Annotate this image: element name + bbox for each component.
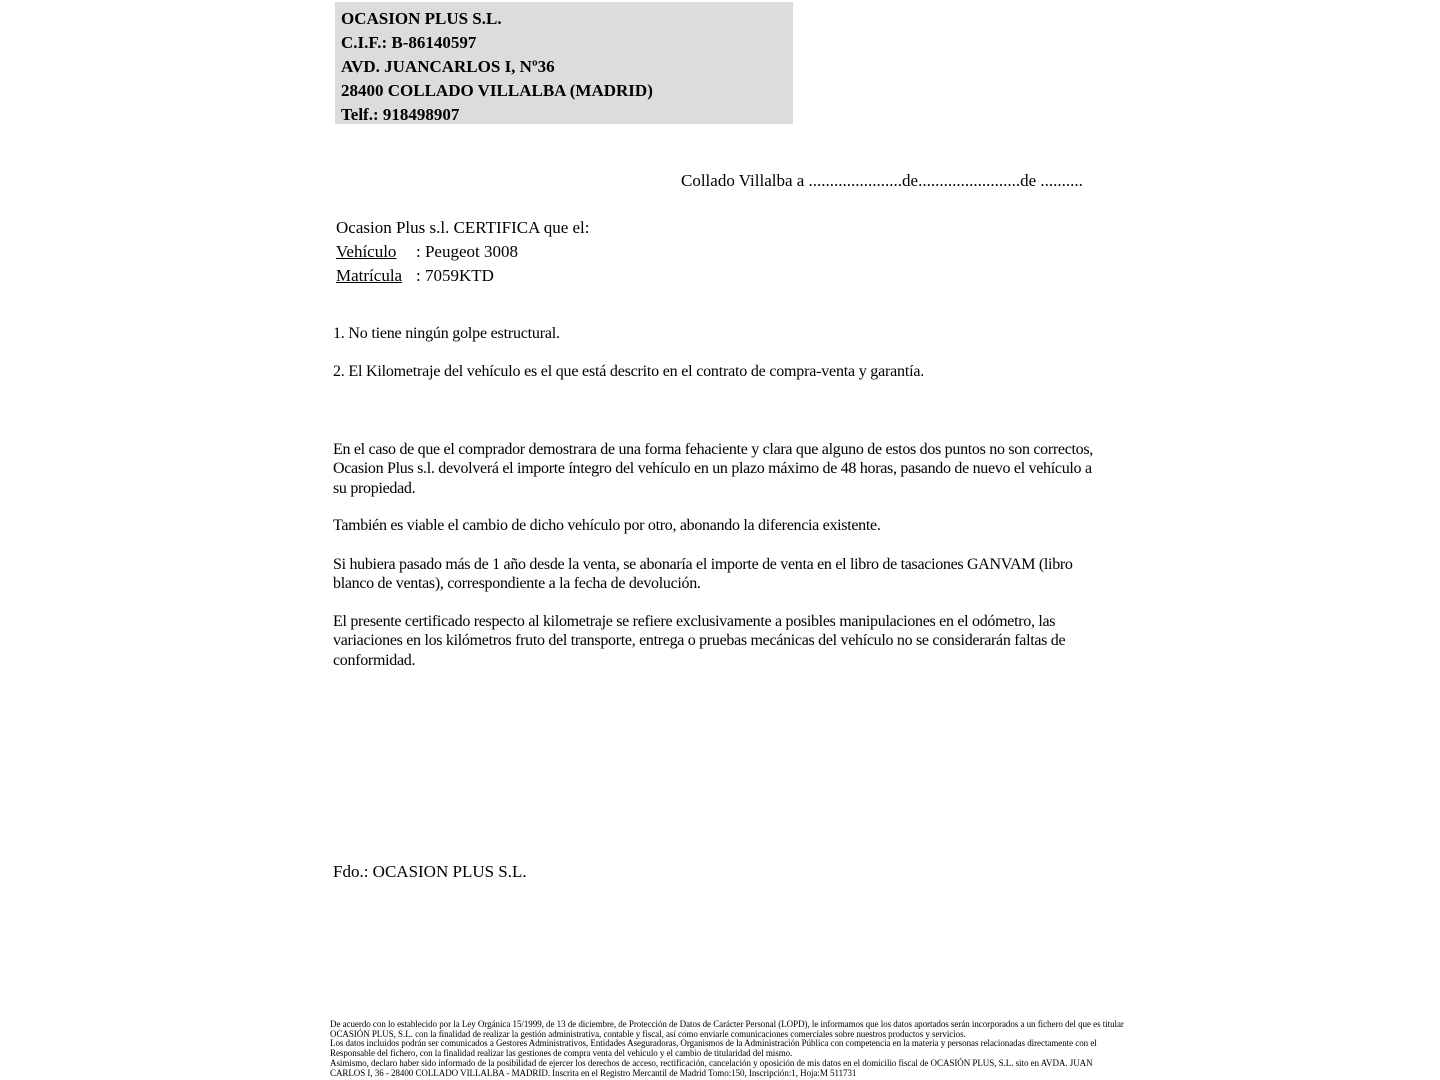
plate-row bbox=[336, 264, 590, 288]
company-address: AVD. JUANCARLOS I, Nº36 bbox=[341, 57, 555, 76]
legal-line: OCASIÓN PLUS, S.L. con la finalidad de realizar la gestión administrativa, contable y fiscal, así como enviarle comunicaciones comerciales sobre nuestros productos y servicios. bbox=[330, 1028, 966, 1039]
certifica-intro: Ocasion Plus s.l. CERTIFICA que el: bbox=[336, 218, 590, 237]
company-name: OCASION PLUS S.L. bbox=[341, 9, 502, 28]
legal-line: Asimismo, declaro haber sido informado de la posibilidad de ejercer los derechos de acceso, rectificación, cancelación y oposición de mis datos en el domicilio fiscal de OCASIÓN PLUS, S.L. sito en AVDA. JUAN bbox=[330, 1057, 1093, 1068]
company-phone: Telf.: 918498907 bbox=[341, 105, 460, 124]
legal-line: Los datos incluidos podrán ser comunicados a Gestores Administrativos, Entidades Aseguradoras, Organismos de la Administración Pública con competencia en la materia y personas relacionadas directamente con el bbox=[330, 1038, 1097, 1049]
certified-point-1: 1. No tiene ningún golpe estructural. bbox=[333, 325, 560, 342]
ganvam-paragraph: Si hubiera pasado más de 1 año desde la venta, se abonaría el importe de venta en el libro de tasaciones GANVAM (libro blanco de ventas), correspondiente a la fecha de devolución. bbox=[333, 556, 1073, 593]
legal-line: CARLOS I, 36 - 28400 COLLADO VILLALBA - MADRID. Inscrita en el Registro Mercantil de Madrid Tomo:150, Inscripción:1, Hoja:M 511731 bbox=[330, 1067, 857, 1078]
signature-line: Fdo.: OCASION PLUS S.L. bbox=[333, 862, 527, 881]
legal-line: Responsable del fichero, con la finalidad realizar las gestiones de compra venta del vehículo y el cambio de titularidad del mismo. bbox=[330, 1048, 793, 1059]
refund-paragraph: En el caso de que el comprador demostrara de una forma fehaciente y clara que alguno de estos dos puntos no son correctos, Ocasion Plus s.l. devolverá el importe íntegro del vehículo en un plazo máximo de 48 horas, pasando de nuevo el vehículo a su propiedad. bbox=[333, 441, 1094, 497]
vehicle-value: : Peugeot 3008 bbox=[416, 242, 518, 261]
legal-fine-print bbox=[330, 1020, 1124, 1078]
vehicle-row bbox=[336, 240, 590, 264]
certification-block bbox=[336, 216, 590, 288]
date-fill-in-line: Collado Villalba a ......................de........................de .......... bbox=[681, 171, 1083, 190]
certified-point-2: 2. El Kilometraje del vehículo es el que está descrito en el contrato de compra-venta y garantía. bbox=[333, 363, 925, 380]
vehicle-label: Vehículo bbox=[336, 242, 397, 261]
company-header-box bbox=[335, 2, 793, 124]
company-cif: C.I.F.: B-86140597 bbox=[341, 33, 477, 52]
company-city: 28400 COLLADO VILLALBA (MADRID) bbox=[341, 81, 653, 100]
plate-label: Matrícula bbox=[336, 266, 403, 285]
odometer-paragraph: El presente certificado respecto al kilometraje se refiere exclusivamente a posibles manipulaciones en el odómetro, las variaciones en los kilómetros fruto del transporte, entrega o pruebas mecánicas del vehículo no se considerarán faltas de conformidad. bbox=[333, 613, 1066, 669]
plate-value: : 7059KTD bbox=[416, 266, 494, 285]
exchange-paragraph: También es viable el cambio de dicho vehículo por otro, abonando la diferencia existente. bbox=[333, 517, 881, 534]
legal-line: De acuerdo con lo establecido por la Ley Orgánica 15/1999, de 13 de diciembre, de Protección de Datos de Carácter Personal (LOPD), le informamos que los datos aportados serán incorporados a un fichero del que es titular bbox=[330, 1019, 1124, 1029]
